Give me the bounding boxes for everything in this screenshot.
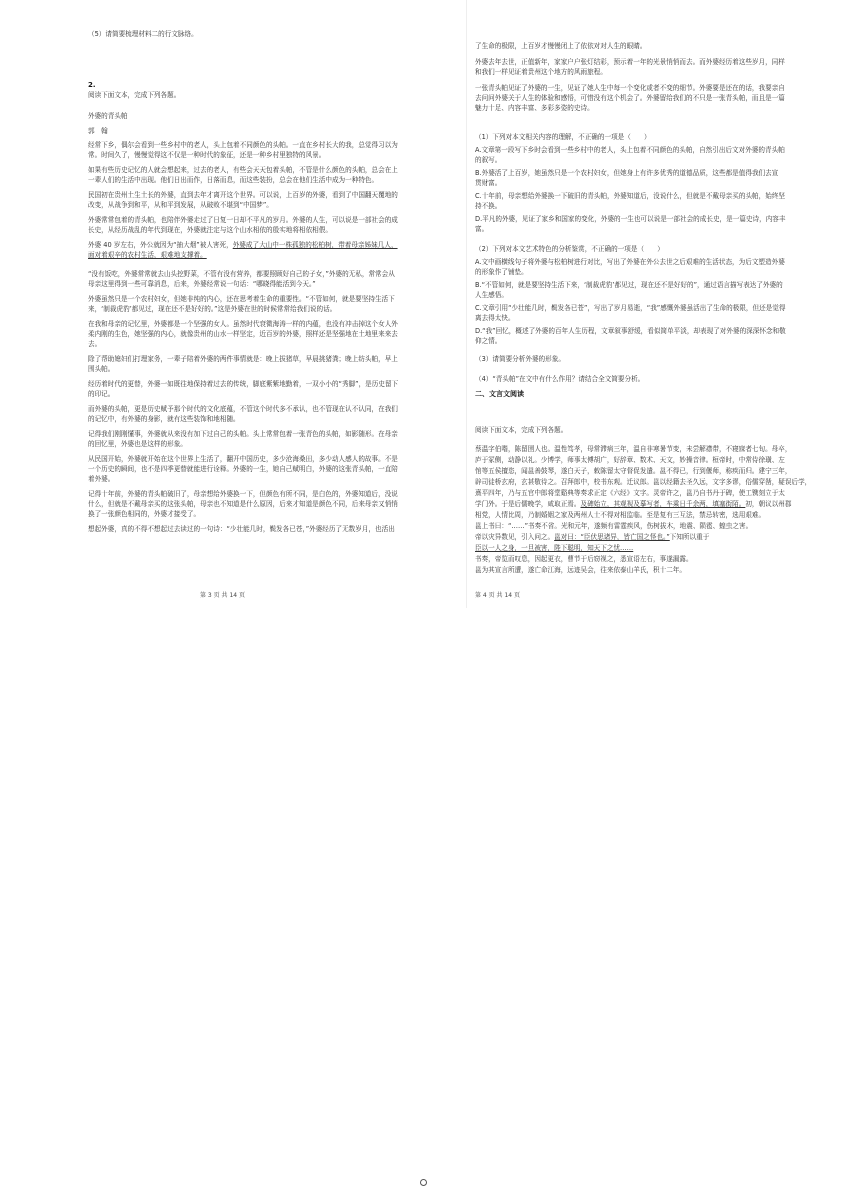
left-line: 长史，从经历战乱的年代到现在，外婆就注定与这个山水相依的殷实地将相依相偎。 (88, 226, 332, 234)
right-page-number: 第 4 页 共 14 页 (475, 592, 520, 599)
right-line: 二、文言文阅读 (475, 390, 524, 398)
left-line: 外婆常常包着的青头帕，也陪伴外婆走过了日复一日却不平凡的岁月。外婆的人生，可以说是一部社会的成 (88, 216, 398, 224)
left-line: 的回忆里，外婆也是这样的形象。 (88, 440, 187, 448)
right-line: 贯财富。 (475, 179, 502, 187)
left-line: 母亲这里得到一些可靠消息，后来，外婆经常说一句话：“哪晓得能活到今天。” (88, 280, 316, 288)
left-line: 经历着时代的更替，外婆一如既往地保持着过去的传统，脚底紫紫地勤着，一双小小的“秀脚”，是历史留下 (88, 380, 399, 388)
right-line: 邕为其宣言所遭，遂亡命江海，远迹吴会，往来依泰山羊氏，积十二年。 (475, 566, 686, 574)
right-line: B.外婆活了上百岁，她虽然只是一个农村妇女，但她身上有许多优秀的道德品质，这些都是值得我们去宣 (475, 169, 779, 177)
page-divider (466, 0, 467, 608)
right-line: 帝以灾异数见，引入问之。邕对曰：“臣伏思诸异，皆亡国之怪也。”下知所以重于 (475, 533, 710, 541)
underlined-sentence: 臣以一人之身，一旦被害，陛下聪明，知天下之忧…… (475, 544, 634, 552)
left-line: 而外婆的头帕，更是历史赋予那个时代的文化底蕴，不管这个时代多不承认，也不管现在认不认同，在我们 (88, 405, 398, 413)
right-line: （1）下列对本文相关内容的理解，不正确的一项是（ ） (475, 133, 651, 141)
underlined-sentence: 及碑始立，其观视及摹写者，车乘日千余两，填塞街陌。 (580, 500, 746, 508)
right-line: 学门外。于是后儒晚学，咸取正焉。及碑始立，其观视及摹写者，车乘日千余两，填塞街陌。初，朝议以州郡 (475, 500, 792, 508)
left-line: 外婆 40 岁左右，外公就因为“抽大烟”被人害死，外婆成了大山中一株孤独的松柏树，带着母亲姊妹几人， (88, 241, 398, 249)
right-line: 的叙写。 (475, 156, 502, 164)
right-line: A.文章第一段写下乡时会看到一些乡村中的老人，头上包着不同颜色的头帕，自然引出后文对外婆的青头帕 (475, 146, 785, 154)
right-line: （3）请简要分析外婆的形象。 (475, 355, 565, 363)
right-line: A.文中画横线句子将外婆与松柏树进行对比，写出了外婆在外公去世之后艰难的生活状态，为后文塑造外婆 (475, 258, 785, 266)
left-line: 郭 翰 (88, 127, 108, 135)
right-line: C.文章引用“少壮能几时，鬓发各已苍”，写出了岁月易逝，“我”感慨外婆虽活出了生命的极限，但还是觉得 (475, 304, 786, 312)
left-line: 着外婆。 (88, 475, 115, 483)
right-line: 相党，人情比周，乃制婚姻之家及两州人士不得对相监临。至是复有三互法，禁忌转密，选用艰难。 (475, 511, 766, 519)
right-line: 蔡温字伯喈，陈留圉人也。温性笃孝，母常滞病三年，温自非寒暑节变，未尝解襟带，不寝寐者七旬。母卒， (475, 445, 792, 453)
right-line: D.“我”回忆，概述了外婆的百年人生历程，文章叙事舒缓，看似简单平淡，却表现了对外婆的深深怀念和敬 (475, 327, 786, 335)
left-line: 想起外婆，真的不得不想起过去读过的一句诗：“少壮能几时，鬓发各已苍，”外婆经历了无数岁月，也活出 (88, 525, 395, 533)
left-line: 一辈人们的生活中出现。他们日出而作，日落而息，而这些装扮，总会在他们生活中成为一种特色。 (88, 176, 379, 184)
left-line: 从民国开始，外婆就开始在这个世界上生活了，翻开中国历史，多少沧海桑田，多少动人感人的故事。不是 (88, 455, 398, 463)
left-line: 在我和母亲的记忆里，外婆都是一个坚强的女人。虽然时代衰微海涛一样的内蕴，也没有冲击掉这个女人外 (88, 320, 398, 328)
right-line: （4）“青头帕”在文中有什么作用？请结合全文简要分析。 (475, 375, 645, 383)
right-line (475, 544, 633, 553)
right-line: C.十年前，母亲想给外婆换一下破旧的青头帕，外婆知道后，没说什么，但就是不戴母亲买的头帕，始终坚 (475, 192, 786, 200)
left-line: 一个历史的瞬间，也不是四季更替就能进行诠释。外婆的一生，她自己赋明白，外婆的这张青头帕，一直陪 (88, 465, 398, 473)
left-line: 的印记。 (88, 390, 115, 398)
right-line: 持不换。 (475, 202, 502, 210)
left-line: 围头帕。 (88, 365, 115, 373)
right-line: 离去得太快。 (475, 314, 515, 322)
left-line: 来，‘制裁虎豹’都见过，现在还不是好好的。”这是外婆在世的时候常常给我们说的话。 (88, 305, 337, 313)
left-line: 的记忆中，有外婆的身影，就有这些装饰和地相随。 (88, 415, 240, 423)
left-line: 常。时间久了，慢慢觉得这不仅是一种时代的象征，还是一种乡村里独特的风景。 (88, 151, 326, 159)
left-line: 什么，但就是不戴母亲买的这张头帕，母亲也不知道是什么原因，后来才知道是颜色不同，后来母亲又悄悄 (88, 500, 398, 508)
right-line: 魅力十足、内容丰富、多彩多姿的史诗。 (475, 104, 594, 112)
center-circle-icon (420, 1179, 427, 1186)
right-line: 邕上书曰：“……”书奏不省。光和元年，遂频有雷霆疾风，伤树拔木，地震、陨雹、蝗虫之害。 (475, 522, 753, 530)
underlined-sentence: 外婆成了大山中一株孤独的松柏树，带着母亲姊妹几人， (232, 241, 398, 249)
right-line: 庐于冢侧，动静以礼。少博学，师事太傅胡广，好辞章、数术、天文，妙操音律。桓帝时，中常侍徐璜、左 (475, 456, 785, 464)
left-line: 柔内刚的生色，她坚强的内心，就像贵州的山水一样坚定，近百岁的外婆，照样还是坚强地在土地里来来去 (88, 330, 398, 338)
left-line: 改变，从战争到和平，从和平到发展，从破败不堪到“中国梦”。 (88, 201, 273, 209)
right-line: 富。 (475, 225, 489, 233)
left-page-number: 第 3 页 共 14 页 (200, 592, 245, 599)
right-line: 辟司徒桥玄府，玄甚敬待之。召拜郎中，校书东观。迁议郎。邕以经籍去圣久远，文字多谬，俗儒穿凿，疑误后学， (475, 478, 812, 486)
right-line: 人生感悟。 (475, 291, 508, 299)
left-line: 如果有些历史记忆的人就会想起来，过去的老人，有些会天天包着头帕，不管是什么颜色的头帕，总会在上 (88, 166, 398, 174)
left-line (88, 251, 207, 260)
left-line: 记得我们刚刚懂事，外婆就从来没有加下过自己的头帕。头上常常包着一张青色的头帕，如影随形。在母亲 (88, 430, 398, 438)
right-line: 书奏，帝览而叹息，因起更衣，曹节于后窃视之，悉宣语左右，事遂漏露。 (475, 555, 693, 563)
right-line: 熹平四年，乃与五官中郎将堂谿典等奏求正定《六经》文字。灵帝许之，邕乃自书丹于碑，使工镌刻立于太 (475, 489, 785, 497)
left-line: 阅读下面文本，完成下列各题。 (88, 91, 181, 99)
left-line: （5）请简要梳理材料二的行文脉络。 (88, 30, 198, 38)
left-line: 外婆的青头帕 (88, 112, 128, 120)
right-line: 仰之情。 (475, 337, 502, 345)
left-line: 换了一张颜色相同的，外婆才接受了。 (88, 510, 201, 518)
right-line: 一张青头帕见证了外婆的一生，见证了她人生中每一个变化或者不变的细节。外婆要是还在的话，我要亲自 (475, 84, 785, 92)
left-line: 记得十年前，外婆的青头帕破旧了，母亲想给外婆换一下，但颜色有所不同，是白色的，外婆知道后，没说 (88, 490, 398, 498)
right-line: B.“不管如何，就是要坚持生活下来，‘制裁虎豹’都见过，现在还不是好好的”，通过语言描写表达了外婆的 (475, 281, 783, 289)
right-line: 悺等五侯擅恣，闻邕善鼓琴，遂白天子，敕陈留太守督促发遣。邕不得已，行到偃师，称疾而归。建宁三年， (475, 467, 792, 475)
underlined-sentence: 面对着艰辛的农村生活，艰难地支撑着。 (88, 251, 207, 259)
left-line: 外婆虽然只是一个农村妇女，但她非纯的内心，还在思考着生命的重要性。“不管如何，就是要坚持生活下 (88, 295, 395, 303)
right-line: 阅读下面文本，完成下列各题。 (475, 426, 568, 434)
right-line: 和我们一样见证着贵州这个地方的风雨旅程。 (475, 68, 607, 76)
right-line: 了生命的极限，上百岁才慢慢闭上了依依对对人生的眼睛。 (475, 42, 647, 50)
left-line: 除了帮助媳妇们打理家务，一辈子陪着外婆的两件事情就是：晚上拔猪草，早晨挑猪粪；晚上纺头帕，早上 (88, 355, 398, 363)
right-line: D.平凡的外婆，见证了家乡和国家的变化，外婆的一生也可以说是一部社会的成长史，是一篇史诗，内容丰 (475, 215, 786, 223)
left-line: “没有饭吃，外婆常常就去山头挖野菜，不管有没有营养，都要照顾好自己的子女，”外婆的无私，常常会从 (88, 270, 395, 278)
right-line: 去问问外婆关于人生的体验和感悟，可惜没有这个机会了。外婆留给我们的不只是一张青头帕，而且是一篇 (475, 94, 785, 102)
left-line: 经常下乡，偶尔会看到一些乡村中的老人，头上包着不同颜色的头帕。一直在乡村长大的我，总觉得习以为 (88, 141, 398, 149)
left-line: 去。 (88, 340, 102, 348)
right-line: （2）下列对本文艺术特色的分析鉴赏，不正确的一项是（ ） (475, 245, 664, 253)
right-line: 外婆去年去世，正值新年，家家户户张灯结彩，预示着一年的光景悄悄而去。而外婆经历着这些岁月，同样 (475, 58, 785, 66)
left-line: 2. (88, 81, 96, 89)
left-line: 民国初在贵州土生土长的外婆，直到去年才离开这个世界。可以说，上百岁的外婆，看到了中国翻天覆地的 (88, 191, 398, 199)
right-line: 的形象作了铺垫。 (475, 268, 528, 276)
underlined-sentence: 邕对曰：“臣伏思诸异，皆亡国之怪也。” (554, 533, 670, 541)
